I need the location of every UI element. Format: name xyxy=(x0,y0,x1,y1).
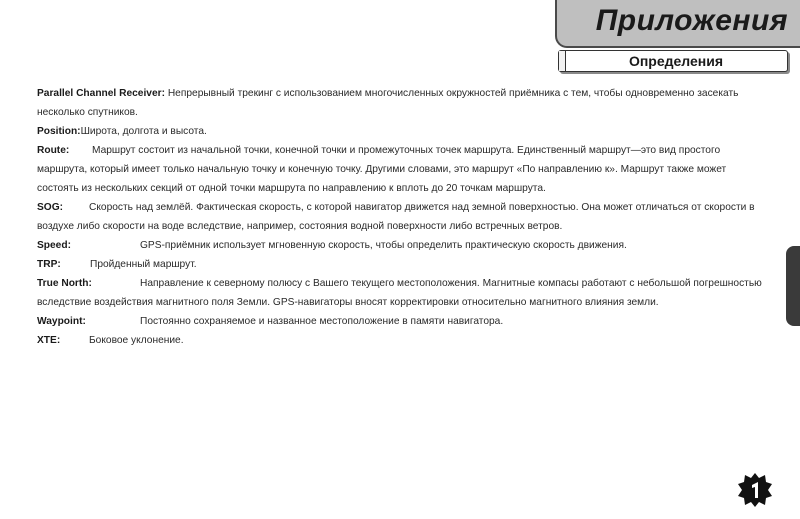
definition-text: Боковое уклонение. xyxy=(89,335,184,346)
definition-entry xyxy=(37,198,762,236)
definition-text: Скорость над землёй. Фактическая скорость, с которой навигатор движется над земной поверхностью. Она может отличаться от скорости в воздухе либо скорости на воде вследствие, например, состояния водной поверхности либо встречных ветров. xyxy=(37,202,755,232)
section-title: Определения xyxy=(628,53,724,69)
definition-term: True North: xyxy=(37,278,92,289)
side-tab xyxy=(786,246,800,326)
page-header xyxy=(555,0,800,48)
definition-term: Parallel Channel Receiver: xyxy=(37,88,165,99)
definition-entry xyxy=(37,141,762,198)
definition-entry xyxy=(37,312,762,331)
definition-text: Постоянно сохраняемое и названное местоположение в памяти навигатора. xyxy=(140,316,504,327)
definition-term: Speed: xyxy=(37,240,71,251)
definition-term: Route: xyxy=(37,145,70,156)
definition-entry xyxy=(37,255,762,274)
definition-entry xyxy=(37,84,762,122)
definition-text: Широта, долгота и высота. xyxy=(80,126,207,137)
definition-text: Направление к северному полюсу с Вашего текущего местоположения. Магнитные компасы работают с небольшой погрешностью вследствие воздействия магнитного поля Земли. GPS-навигаторы вносят корректировки относительно магнитного влияния земли. xyxy=(37,278,762,308)
definition-entry xyxy=(37,122,762,141)
definition-term: SOG: xyxy=(37,202,64,213)
definition-term: XTE: xyxy=(37,335,61,346)
definition-term: TRP: xyxy=(37,259,61,270)
definition-term: Position: xyxy=(37,126,81,137)
definition-entry xyxy=(37,274,762,312)
definitions-list xyxy=(37,84,762,350)
definition-text: Непрерывный трекинг с использованием многочисленных окружностей приёмника с тем, чтобы одновременно засекать несколько спутников. xyxy=(37,88,739,118)
definition-text: Маршрут состоит из начальной точки, конечной точки и промежуточных точек маршрута. Единственный маршрут—это вид простого маршрута, который имеет только начальную точку и конечную точку. Другими словами, это маршрут «По направлению к». Маршрут также может состоять из нескольких секций от одной точки маршрута по направлению к вплоть до 20 точкам маршрута. xyxy=(37,145,727,194)
definition-term: Waypoint: xyxy=(37,316,86,327)
section-header xyxy=(558,50,788,72)
definition-text: GPS-приёмник использует мгновенную скорость, чтобы определить практическую скорость движения. xyxy=(140,240,627,251)
page-title: Приложения xyxy=(595,4,788,37)
definition-entry xyxy=(37,331,762,350)
gear-badge-icon xyxy=(737,472,773,508)
definition-text: Пройденный маршрут. xyxy=(90,259,197,270)
definition-entry xyxy=(37,236,762,255)
